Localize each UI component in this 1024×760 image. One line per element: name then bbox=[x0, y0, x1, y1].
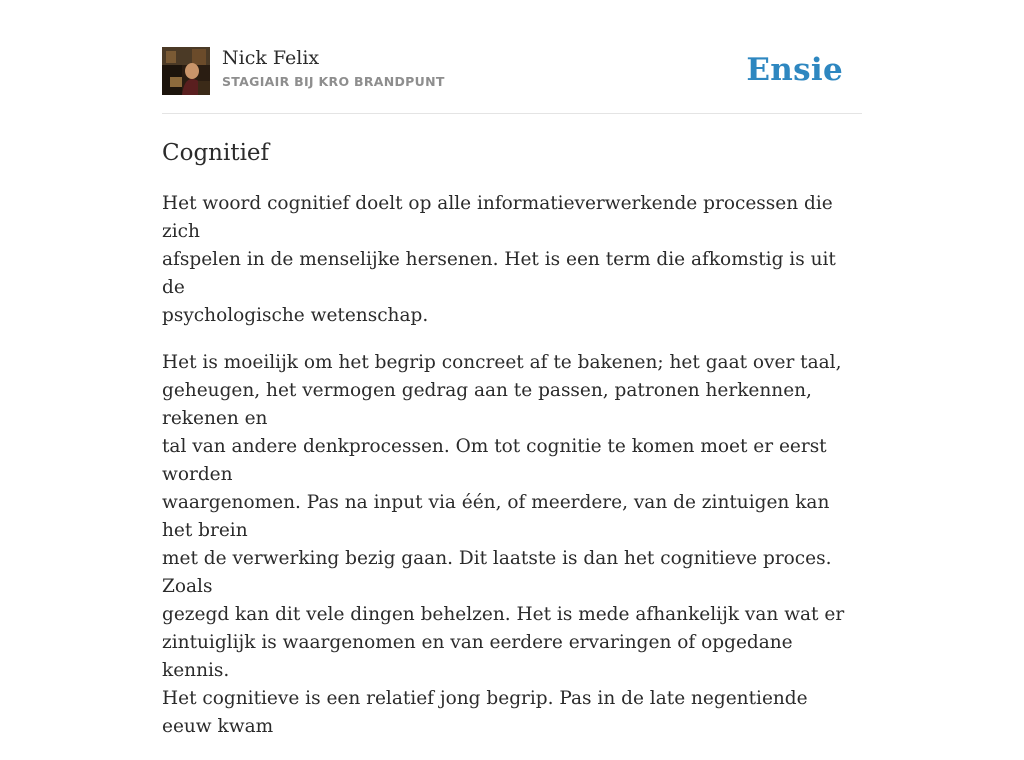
author-name[interactable]: Nick Felix bbox=[222, 47, 320, 69]
author-header bbox=[162, 46, 862, 96]
article-paragraph: Het is moeilijk om het begrip concreet af te bakenen; het gaat over taal, geheugen, het vermogen gedrag aan te passen, patronen herkennen, rekenen en tal van andere denkprocessen. Om tot cognitie te komen moet er eerst worden waargenomen. Pas na input via één, of meerdere, van de zintuigen kan het brein met de verwerking bezig gaan. Dit laatste is dan het cognitieve proces. Zoals gezegd kan dit vele dingen behelzen. Het is mede afhankelijk van wat er zintuiglijk is waargenomen en van eerdere ervaringen of opgedane kennis. Het cognitieve is een relatief jong begrip. Pas in de late negentiende eeuw kwam bbox=[162, 352, 845, 737]
author-avatar[interactable] bbox=[162, 47, 210, 95]
brand-logo[interactable]: Ensie bbox=[746, 52, 843, 88]
article-title: Cognitief bbox=[162, 140, 270, 166]
article-body bbox=[162, 190, 862, 760]
author-photo-icon bbox=[162, 47, 210, 95]
article-paragraph: Het woord cognitief doelt op alle informatieverwerkende processen die zich afspelen in de menselijke hersenen. Het is een term die afkomstig is uit de psychologische wetenschap. bbox=[162, 193, 836, 326]
author-role: STAGIAIR BIJ KRO BRANDPUNT bbox=[222, 74, 445, 89]
header-divider bbox=[162, 113, 862, 114]
